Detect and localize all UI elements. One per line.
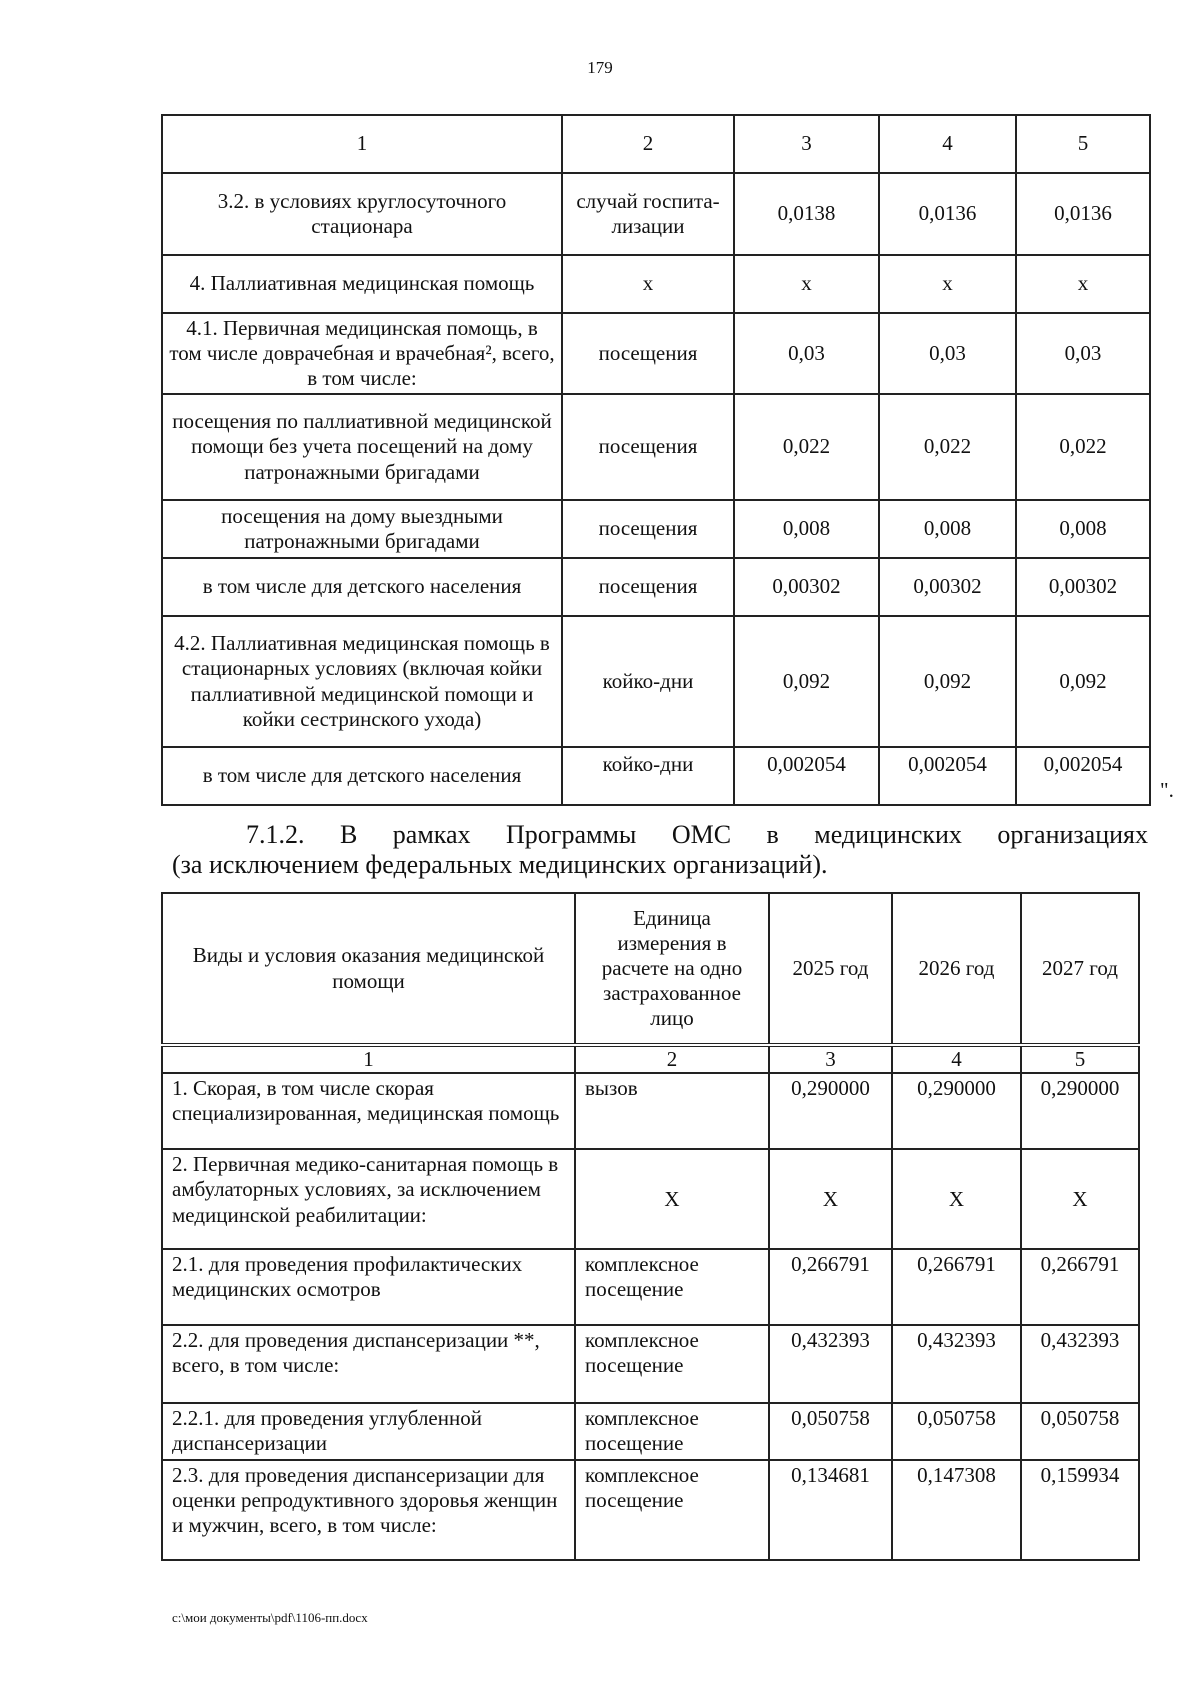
column-number: 2 — [575, 1045, 769, 1073]
row-label: 1. Скорая, в том числе скорая специализированная, медицинская помощь — [162, 1073, 575, 1149]
row-value: 0,008 — [1016, 500, 1150, 558]
row-value: 0,290000 — [892, 1073, 1021, 1149]
row-label: в том числе для детского населения — [162, 747, 562, 805]
column-number: 4 — [892, 1045, 1021, 1073]
row-value: 0,092 — [734, 616, 879, 747]
column-number: 5 — [1021, 1045, 1139, 1073]
row-value: х — [879, 255, 1016, 313]
row-value: 0,0136 — [879, 173, 1016, 255]
row-label: 2.1. для проведения профилактических медицинских осмотров — [162, 1249, 575, 1325]
row-label: 4.1. Первичная медицинская помощь, в том числе доврачебная и врачебная², всего, в том числе: — [162, 313, 562, 394]
row-value: 0,266791 — [769, 1249, 892, 1325]
row-value: 0,00302 — [879, 558, 1016, 616]
row-value: 0,0138 — [734, 173, 879, 255]
row-value: 0,266791 — [892, 1249, 1021, 1325]
row-unit: комплексное посещение — [575, 1460, 769, 1560]
row-value: 0,290000 — [1021, 1073, 1139, 1149]
row-unit: случай госпита-лизации — [562, 173, 734, 255]
header-cell: Единица измерения в расчете на одно застрахованное лицо — [575, 893, 769, 1045]
row-unit: посещения — [562, 394, 734, 500]
header-cell: Виды и условия оказания медицинской помощи — [162, 893, 575, 1045]
row-label: посещения по паллиативной медицинской помощи без учета посещений на дому патронажными бригадами — [162, 394, 562, 500]
row-value: 0,432393 — [769, 1325, 892, 1403]
row-label: 4.2. Паллиативная медицинская помощь в стационарных условиях (включая койки паллиативной медицинской помощи и койки сестринского ухода) — [162, 616, 562, 747]
row-label: 4. Паллиативная медицинская помощь — [162, 255, 562, 313]
row-label: в том числе для детского населения — [162, 558, 562, 616]
section-paragraph-line1: 7.1.2. В рамках Программы ОМС в медицинских организациях — [246, 820, 1148, 849]
row-value: Х — [892, 1149, 1021, 1249]
header-cell: 1 — [162, 115, 562, 173]
table-row — [162, 394, 1150, 500]
table-continuation — [161, 114, 1151, 806]
row-value: 0,266791 — [1021, 1249, 1139, 1325]
row-value: 0,0136 — [1016, 173, 1150, 255]
row-unit: посещения — [562, 558, 734, 616]
row-value: 0,008 — [879, 500, 1016, 558]
row-value: 0,002054 — [879, 747, 1016, 805]
row-unit: посещения — [562, 313, 734, 394]
table-row — [162, 558, 1150, 616]
row-label: посещения на дому выездными патронажными бригадами — [162, 500, 562, 558]
row-value: 0,290000 — [769, 1073, 892, 1149]
row-value: 0,03 — [879, 313, 1016, 394]
column-number: 1 — [162, 1045, 575, 1073]
closing-quote: ". — [1160, 778, 1174, 802]
header-cell: 5 — [1016, 115, 1150, 173]
row-unit: вызов — [575, 1073, 769, 1149]
row-value: 0,092 — [1016, 616, 1150, 747]
table-row — [162, 1149, 1139, 1249]
row-value: 0,002054 — [1016, 747, 1150, 805]
row-value: х — [1016, 255, 1150, 313]
row-value: Х — [1021, 1149, 1139, 1249]
header-cell: 3 — [734, 115, 879, 173]
header-cell: 2027 год — [1021, 893, 1139, 1045]
row-label: 2.2.1. для проведения углубленной диспансеризации — [162, 1403, 575, 1459]
table-row — [162, 1403, 1139, 1459]
row-value: х — [734, 255, 879, 313]
row-value: 0,022 — [734, 394, 879, 500]
row-value: 0,159934 — [1021, 1460, 1139, 1560]
table-row — [162, 1249, 1139, 1325]
table-row — [162, 313, 1150, 394]
table-row — [162, 747, 1150, 805]
row-label: 2.2. для проведения диспансеризации **, всего, в том числе: — [162, 1325, 575, 1403]
row-value: 0,050758 — [1021, 1403, 1139, 1459]
row-unit: х — [562, 255, 734, 313]
row-value: 0,00302 — [734, 558, 879, 616]
row-value: 0,03 — [1016, 313, 1150, 394]
row-unit: комплексное посещение — [575, 1325, 769, 1403]
row-value: 0,050758 — [892, 1403, 1021, 1459]
row-unit: комплексное посещение — [575, 1249, 769, 1325]
footer-file-path: c:\мои документы\pdf\1106-пп.docx — [172, 1610, 368, 1625]
row-unit: посещения — [562, 500, 734, 558]
row-value: 0,00302 — [1016, 558, 1150, 616]
table-header-row — [162, 893, 1139, 1045]
table-row — [162, 1073, 1139, 1149]
table-row — [162, 1325, 1139, 1403]
row-value: 0,008 — [734, 500, 879, 558]
header-cell: 2 — [562, 115, 734, 173]
row-label: 3.2. в условиях круглосуточного стационара — [162, 173, 562, 255]
row-unit: комплексное посещение — [575, 1403, 769, 1459]
table-row — [162, 500, 1150, 558]
row-unit: койко-дни — [562, 747, 734, 805]
row-value: 0,022 — [1016, 394, 1150, 500]
column-number-row — [162, 1045, 1139, 1073]
table-row — [162, 255, 1150, 313]
table-row — [162, 616, 1150, 747]
header-cell: 2026 год — [892, 893, 1021, 1045]
row-value: 0,03 — [734, 313, 879, 394]
row-unit: койко-дни — [562, 616, 734, 747]
header-cell: 4 — [879, 115, 1016, 173]
row-value: 0,432393 — [892, 1325, 1021, 1403]
row-value: 0,147308 — [892, 1460, 1021, 1560]
row-unit: Х — [575, 1149, 769, 1249]
row-label: 2.3. для проведения диспансеризации для оценки репродуктивного здоровья женщин и мужчин, всего, в том числе: — [162, 1460, 575, 1560]
row-value: 0,092 — [879, 616, 1016, 747]
row-value: 0,050758 — [769, 1403, 892, 1459]
table-row — [162, 1460, 1139, 1560]
table-header-row — [162, 115, 1150, 173]
table-row — [162, 173, 1150, 255]
row-value: Х — [769, 1149, 892, 1249]
row-value: 0,432393 — [1021, 1325, 1139, 1403]
section-paragraph-line2: (за исключением федеральных медицинских организаций). — [172, 850, 828, 879]
row-value: 0,002054 — [734, 747, 879, 805]
oms-volume-table — [161, 892, 1140, 1561]
row-value: 0,134681 — [769, 1460, 892, 1560]
row-label: 2. Первичная медико-санитарная помощь в амбулаторных условиях, за исключением медицинской реабилитации: — [162, 1149, 575, 1249]
header-cell: 2025 год — [769, 893, 892, 1045]
row-value: 0,022 — [879, 394, 1016, 500]
column-number: 3 — [769, 1045, 892, 1073]
page-number: 179 — [587, 58, 613, 77]
